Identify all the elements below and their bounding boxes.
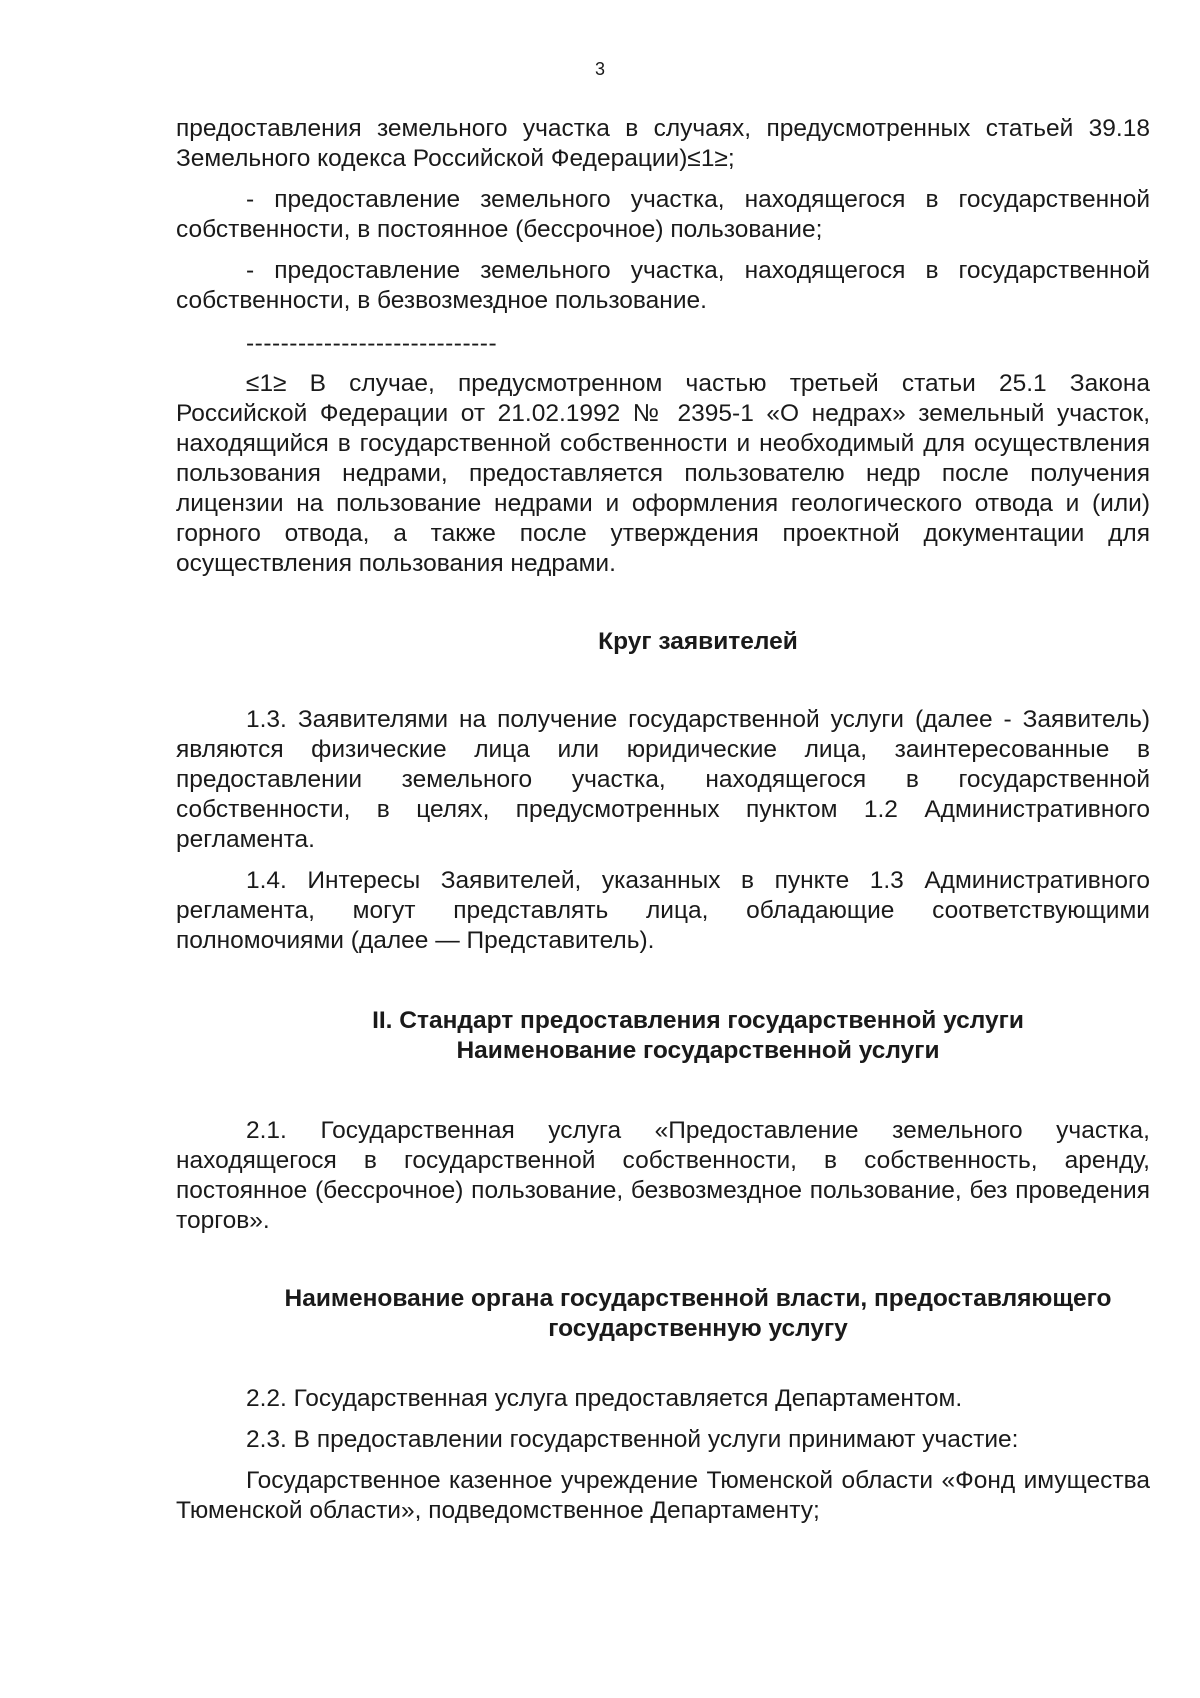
paragraph-2-2: 2.2. Государственная услуга предоставляется Департаментом. [246,1385,963,1412]
paragraph-2-1: 2.1. Государственная услуга «Предоставление земельного участка, находящегося в государственной собственности, в собственность, аренду, постоянное (бессрочное) пользование, безвозмездное пользование, без проведения торгов». [176,1117,1150,1234]
list-item-free-use: - предоставление земельного участка, находящегося в государственной собственности, в безвозмездное пользование. [176,257,1150,314]
page-number: 3 [594,59,605,79]
paragraph-continuation: предоставления земельного участка в случаях, предусмотренных статьей 39.18 Земельного кодекса Российской Федерации)≤1≥; [176,115,1150,172]
paragraph-fund: Государственное казенное учреждение Тюменской области «Фонд имущества Тюменской области», подведомственное Департаменту; [176,1467,1150,1524]
list-item-permanent-use: - предоставление земельного участка, находящегося в государственной собственности, в постоянное (бессрочное) пользование; [176,186,1150,243]
heading-organ [176,1284,1150,1344]
footnote-text: ≤1≥ В случае, предусмотренном частью третьей статьи 25.1 Закона Российской Федерации от 21.02.1992 № 2395-1 «О недрах» земельный участок, находящийся в государственной собственности и необходимый для осуществления пользования недрами, предоставляется пользователю недр после получения лицензии на пользование недрами и оформления геологического отвода и (или) горного отвода, а также после утверждения проектной документации для осуществления пользования недрами. [176,370,1150,577]
paragraph-1-3: 1.3. Заявителями на получение государственной услуги (далее - Заявитель) являются физические лица или юридические лица, заинтересованные в предоставлении земельного участка, находящегося в государственной собственности, в целях, предусмотренных пунктом 1.2 Административного регламента. [176,706,1150,853]
heading-standard [176,1006,1150,1066]
heading-applicants: Круг заявителей [598,628,798,655]
footnote-separator: ----------------------------- [246,330,498,357]
heading-standard-line1: II. Стандарт предоставления государственной услуги [372,1007,1024,1034]
paragraph-2-3: 2.3. В предоставлении государственной услуги принимают участие: [246,1426,1019,1453]
heading-standard-line2: Наименование государственной услуги [456,1037,940,1064]
heading-organ-line2: государственную услугу [548,1315,848,1342]
heading-organ-line1: Наименование органа государственной власти, предоставляющего [284,1285,1112,1312]
page-content [176,114,1150,1526]
paragraph-1-4: 1.4. Интересы Заявителей, указанных в пункте 1.3 Административного регламента, могут представлять лица, обладающие соответствующими полномочиями (далее — Представитель). [176,867,1150,954]
